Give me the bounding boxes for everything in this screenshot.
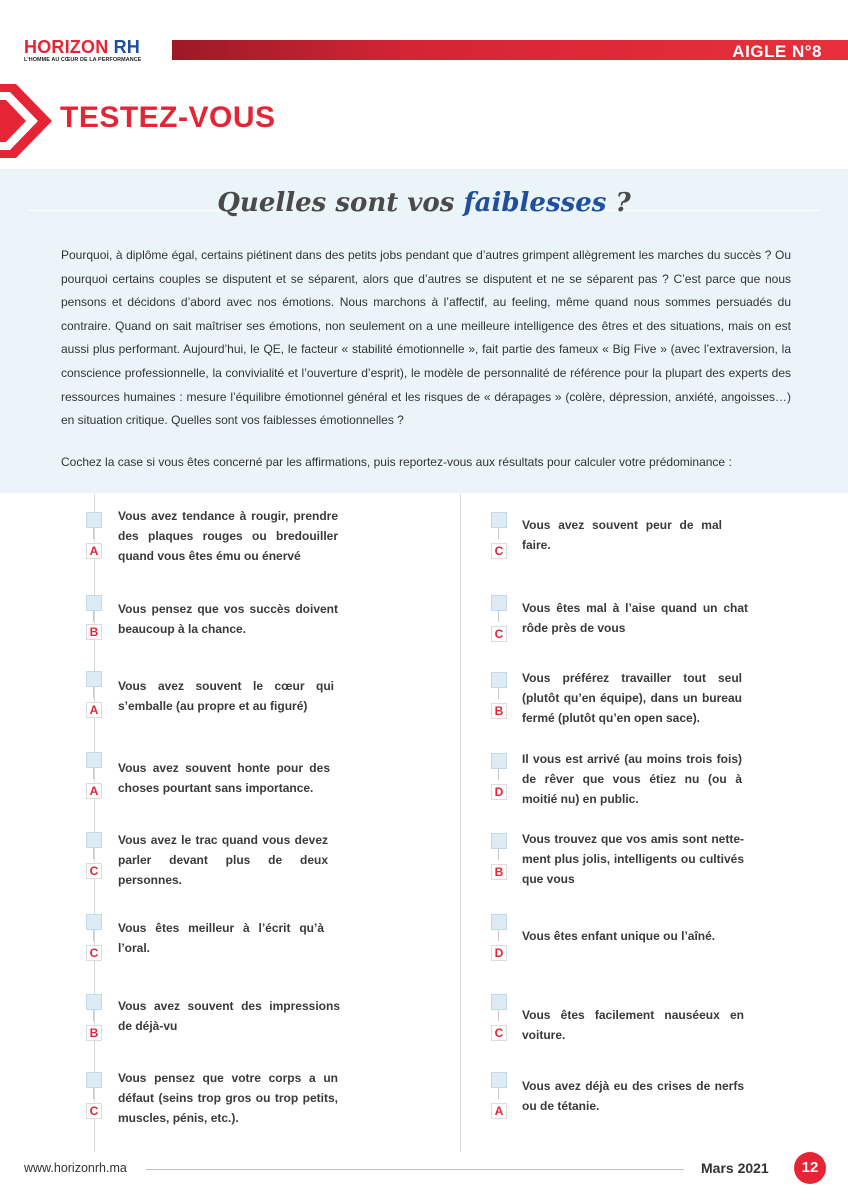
quiz-item-text: Vous avez souvent honte pour des choses pourtant sans importance. — [118, 761, 330, 795]
quiz-item-text: Vous pensez que votre corps a un défaut (seins trop gros ou trop petits, muscles, pénis, etc.). — [118, 1071, 338, 1125]
category-letter: A — [86, 783, 102, 799]
checkbox[interactable] — [491, 512, 507, 528]
category-letter: C — [86, 945, 102, 961]
connector — [93, 528, 94, 539]
checkbox[interactable] — [491, 914, 507, 930]
footer-divider — [146, 1169, 684, 1170]
section-title: TESTEZ-VOUS — [60, 101, 276, 134]
connector — [498, 1010, 499, 1021]
chevron-right-icon — [0, 84, 52, 158]
category-letter: B — [491, 703, 507, 719]
footer-url[interactable]: www.horizonrh.ma — [24, 1161, 127, 1175]
category-letter: B — [491, 864, 507, 880]
checkbox[interactable] — [491, 994, 507, 1010]
checkbox[interactable] — [86, 914, 102, 930]
brand-tagline: L'HOMME AU CŒUR DE LA PERFORMANCE — [24, 57, 142, 63]
checkbox[interactable] — [86, 832, 102, 848]
category-letter: C — [86, 1103, 102, 1119]
checkbox[interactable] — [86, 671, 102, 687]
quiz-item-text: Vous êtes facilement nauséeux en voiture. — [522, 1008, 744, 1042]
quiz-item-text: Vous avez souvent le cœur qui s’emballe (au propre et au figuré) — [118, 679, 334, 713]
category-letter: B — [86, 1025, 102, 1041]
question-part2: ? — [606, 188, 631, 218]
connector — [93, 687, 94, 698]
checkbox[interactable] — [86, 1072, 102, 1088]
quiz-item-text: Vous avez le trac quand vous devez parler devant plus de deux personnes. — [118, 833, 328, 887]
quiz-item-text: Vous préférez travailler tout seul (plutôt qu’en équipe), dans un bureau fermé (plutôt qu’en open sace). — [522, 671, 742, 725]
checkbox[interactable] — [491, 833, 507, 849]
checkbox[interactable] — [86, 595, 102, 611]
brand-horizon: HORIZON — [24, 37, 109, 57]
connector — [498, 1088, 499, 1099]
connector — [498, 930, 499, 941]
instruction-text: Cochez la case si vous êtes concerné par les affirmations, puis reportez-vous aux résultats pour calculer votre prédominance : — [61, 455, 732, 469]
brand-name — [24, 38, 141, 56]
question-heading — [0, 188, 848, 218]
category-letter: D — [491, 784, 507, 800]
connector — [498, 528, 499, 539]
checkbox[interactable] — [491, 672, 507, 688]
connector — [498, 769, 499, 780]
quiz-item-text: Vous avez souvent des impressions de déjà-vu — [118, 999, 340, 1033]
category-letter: C — [491, 543, 507, 559]
category-letter: B — [86, 624, 102, 640]
quiz-item-text: Vous avez déjà eu des crises de nerfs ou de tétanie. — [522, 1079, 744, 1113]
connector — [93, 930, 94, 941]
issue-label: AIGLE N°8 — [732, 42, 822, 61]
connector — [498, 611, 499, 622]
quiz-item-text: Il vous est arrivé (au moins trois fois) de rêver que vous étiez nu (ou à moitié nu) en public. — [522, 752, 742, 806]
category-letter: A — [86, 702, 102, 718]
checkbox[interactable] — [491, 595, 507, 611]
checkbox[interactable] — [491, 753, 507, 769]
checkbox[interactable] — [491, 1072, 507, 1088]
connector — [498, 849, 499, 860]
category-letter: A — [491, 1103, 507, 1119]
column-line-left — [94, 494, 95, 1152]
checkbox[interactable] — [86, 752, 102, 768]
category-letter: C — [491, 626, 507, 642]
connector — [93, 768, 94, 779]
category-letter: A — [86, 543, 102, 559]
column-divider — [460, 494, 461, 1152]
connector — [93, 1088, 94, 1099]
page-number: 12 — [794, 1152, 826, 1184]
checkbox[interactable] — [86, 512, 102, 528]
category-letter: C — [86, 863, 102, 879]
quiz-item-text: Vous êtes meilleur à l’écrit qu’à l’oral. — [118, 921, 324, 955]
intro-paragraph: Pourquoi, à diplôme égal, certains piétinent dans des petits jobs pendant que d’autres grimpent allègrement les marches du succès ? Ou pourquoi certains couples se disputent et se séparent, alors que d’autres se disputent et ne se séparent pas ? C’est parce que nous pensons et décidons d’abord avec nos émotions. Nous marchons à l’affectif, au feeling, même quand nous sommes persuadés du contraire. Quand on sait maîtriser ses émotions, non seulement on a une meilleure intelligence des êtres et des situations, mais on est aussi plus performant. Aujourd’hui, le QE, le facteur « stabilité émotionnelle », fait partie des fameux « Big Five » (avec l’extraversion, la conscience professionnelle, la convivialité et l’ouverture d’esprit), le modèle de personnalité de référence pour la plupart des experts des ressources humaines : mesure l’équilibre émotionnel général et les risques de « dérapages » (colère, dépression, anxiété, angoisses…) en situation critique. Quelles sont vos faiblesses émotionnelles ? — [61, 248, 791, 428]
quiz-item-text: Vous avez tendance à rougir, prendre des plaques rouges ou bredouiller quand vous êtes ému ou énervé — [118, 509, 338, 563]
checkbox[interactable] — [86, 994, 102, 1010]
question-part1: Quelles sont vos — [217, 188, 464, 218]
footer-date: Mars 2021 — [701, 1160, 769, 1176]
quiz-item-text: Vous trouvez que vos amis sont nette-ment plus jolis, intelligents ou cultivés que vous — [522, 832, 744, 886]
question-accent: faiblesses — [463, 188, 607, 218]
connector — [93, 611, 94, 622]
quiz-item-text: Vous êtes enfant unique ou l’aîné. — [522, 929, 716, 943]
category-letter: C — [491, 1025, 507, 1041]
category-letter: D — [491, 945, 507, 961]
quiz-item-text: Vous pensez que vos succès doivent beaucoup à la chance. — [118, 602, 338, 636]
brand-rh: RH — [113, 37, 141, 57]
connector — [93, 1010, 94, 1021]
quiz-item-text: Vous êtes mal à l’aise quand un chat rôde près de vous — [522, 601, 748, 635]
connector — [498, 688, 499, 699]
quiz-item-text: Vous avez souvent peur de mal faire. — [522, 518, 722, 552]
connector — [93, 848, 94, 859]
brand-logo — [24, 38, 141, 63]
